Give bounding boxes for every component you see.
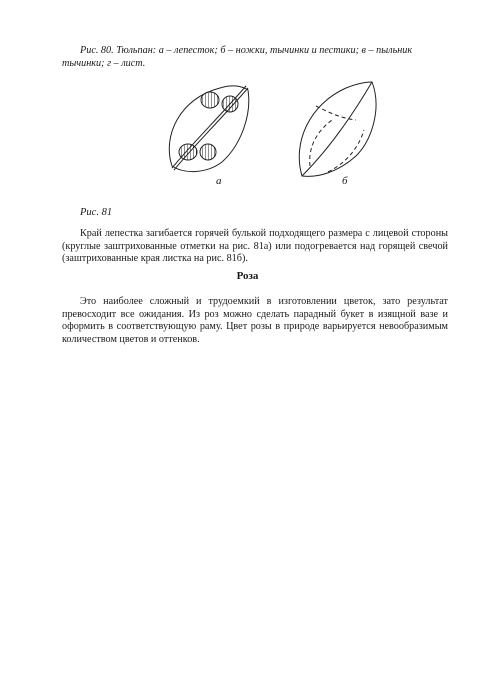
figure-label-b: б <box>342 175 348 187</box>
figure-81-number: Рис. 81 <box>80 207 113 218</box>
body-paragraph-1: Край лепестка загибается горячей булькой подходящего размера с лицевой стороны (круглые заштрихованные отметки на рис. 81а) или подогревается над горящей свечой (заштрихованные края листка на рис. 81б). <box>62 228 448 265</box>
leaf-b-drawing <box>299 82 376 176</box>
leaf-a-drawing <box>169 86 248 172</box>
body-paragraph-2: Это наиболее сложный и трудоемкий в изготовлении цветок, зато результат превосходит все ожидания. Из роз можно сделать парадный букет в изящной вазе и оформить в соответствующую раму. Цвет розы в природе варьируется невообразимым количеством цветов и оттенков. <box>62 296 448 345</box>
figure-label-a: а <box>216 175 222 187</box>
figure-80-caption: Рис. 80. Тюльпан: а – лепесток; б – ножки, тычинки и пестики; в – пыльник тычинки; г – лист. <box>62 45 413 69</box>
leaf-drawings <box>160 76 390 194</box>
section-heading: Роза <box>236 270 259 282</box>
figure-81-illustration <box>160 76 390 194</box>
